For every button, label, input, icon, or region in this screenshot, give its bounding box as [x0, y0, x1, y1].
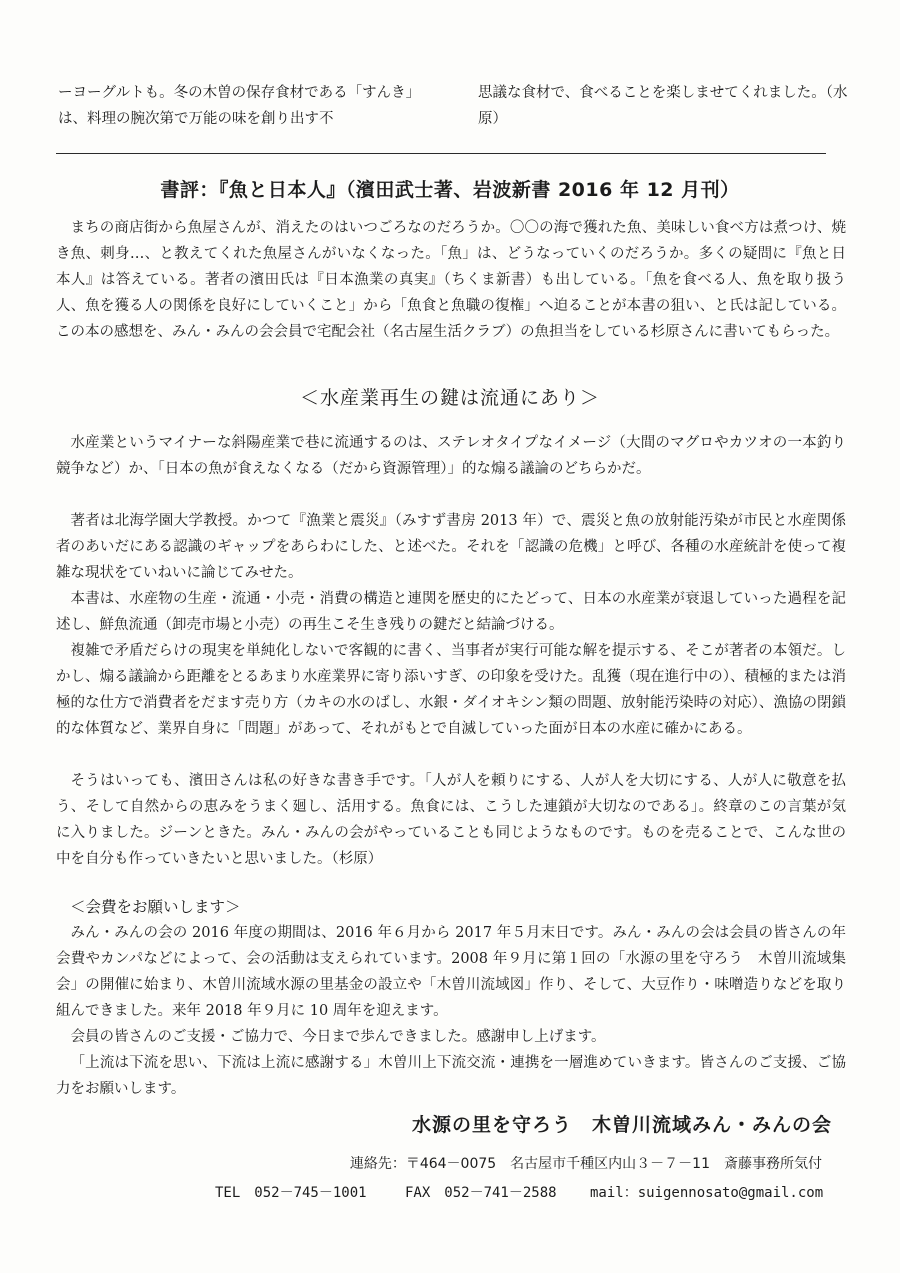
contact-address: 連絡先：〒464－0075 名古屋市千種区内山３－７－11 斎藤事務所気付: [349, 1156, 822, 1172]
membership-fee-paragraph-2: 会員の皆さんのご支援・ご協力で、今日まで歩んできました。感謝申し上げます。: [70, 1029, 606, 1045]
membership-fee-heading: ＜会費をお願いします＞: [70, 898, 241, 916]
continued-text-left: ーヨーグルトも。冬の木曽の保存食材である「すんき」は、料理の腕次第で万能の味を創り出す不: [58, 85, 413, 127]
review-paragraph-5: そうはいっても、濱田さんは私の好きな書き手です。「人が人を頼りにする、人が人を大切にする、人が人に敬意を払う、そして自然からの恵みをうまく廻し、活用する。魚食には、こうした連鎖が大切なのである」。終章のこの言葉が気に入りました。ジーンときた。みん・みんの会がやっていることも同じようなものです。ものを売ることで、こんな世の中を自分も作っていきたいと思いました。（杉原）: [56, 773, 846, 867]
continued-text-right: 思議な食材で、食べることを楽しませてくれました。（水原）: [478, 85, 848, 127]
book-review-title: 書評：『魚と日本人』（濱田武士著、岩波新書 2016 年 12 月刊）: [160, 179, 740, 201]
contact-tel: TEL 052－745－1001: [215, 1185, 367, 1201]
membership-fee-paragraph-3: 「上流は下流を思い、下流は上流に感謝する」木曽川上下流交流・連携を一層進めていきます。皆さんのご支援、ご協力をお願いします。: [56, 1055, 846, 1097]
continued-article: [58, 80, 848, 140]
membership-fee-paragraph-1: みん・みんの会の 2016 年度の期間は、2016 年６月から 2017 年５月末日です。みん・みんの会は会員の皆さんの年会費やカンパなどによって、会の活動は支えられています。2008 年９月に第１回の「水源の里を守ろう 木曽川流域集会」の開催に始まり、木曽川流域水源の里基金の設立や「木曽川流域図」作り、そして、大豆作り・味噌造りなどを取り組んできました。来年 2018 年９月に 10 周年を迎えます。: [56, 925, 846, 1019]
contact-email[interactable]: mail：suigennosato@gmail.com: [590, 1185, 824, 1201]
review-subtitle: ＜水産業再生の鍵は流通にあり＞: [299, 387, 600, 409]
review-paragraph-3: 本書は、水産物の生産・流通・小売・消費の構造と連関を歴史的にたどって、日本の水産業が衰退していった過程を記述し、鮮魚流通（卸売市場と小売）の再生こそ生き残りの鍵だと結論づける。: [56, 591, 846, 633]
section-divider: [56, 153, 826, 154]
review-paragraph-4: 複雑で矛盾だらけの現実を単純化しないで客観的に書く、当事者が実行可能な解を提示する、そこが著者の本領だ。しかし、煽る議論から距離をとるあまり水産業界に寄り添いすぎ、の印象を受けた。乱獲（現在進行中の）、積極的または消極的な仕方で消費者をだます売り方（カキの水のばし、水銀・ダイオキシン類の問題、放射能汚染時の対応）、漁協の閉鎖的な体質など、業界自身に「問題」があって、それがもとで自滅していった面が日本の水産に確かにある。: [56, 643, 846, 737]
contact-fax: FAX 052－741－2588: [405, 1185, 557, 1201]
review-paragraph-1: 水産業というマイナーな斜陽産業で巷に流通するのは、ステレオタイプなイメージ（大間のマグロやカツオの一本釣り競争など）か、「日本の魚が食えなくなる（だから資源管理）」的な煽る議論のどちらかだ。: [56, 435, 846, 477]
review-paragraph-2: 著者は北海学園大学教授。かつて『漁業と震災』（みすず書房 2013 年）で、震災と魚の放射能汚染が市民と水産関係者のあいだにある認識のギャップをあらわにした、と述べた。それを「認識の危機」と呼び、各種の水産統計を使って複雑な現状をていねいに論じてみせた。: [56, 513, 846, 581]
review-intro: まちの商店街から魚屋さんが、消えたのはいつごろなのだろうか。〇〇の海で獲れた魚、美味しい食べ方は煮つけ、焼き魚、刺身…、と教えてくれた魚屋さんがいなくなった。「魚」は、どうなっていくのだろうか。多くの疑問に『魚と日本人』は答えている。著者の濱田氏は『日本漁業の真実』（ちくま新書）も出している。「魚を食べる人、魚を取り扱う人、魚を獲る人の関係を良好にしていくこと」から「魚食と魚職の復権」へ迫ることが本書の狙い、と氏は記している。この本の感想を、みん・みんの会会員で宅配会社（名古屋生活クラブ）の魚担当をしている杉原さんに書いてもらった。: [56, 220, 846, 340]
organization-name: 水源の里を守ろう 木曽川流域みん・みんの会: [411, 1114, 832, 1136]
